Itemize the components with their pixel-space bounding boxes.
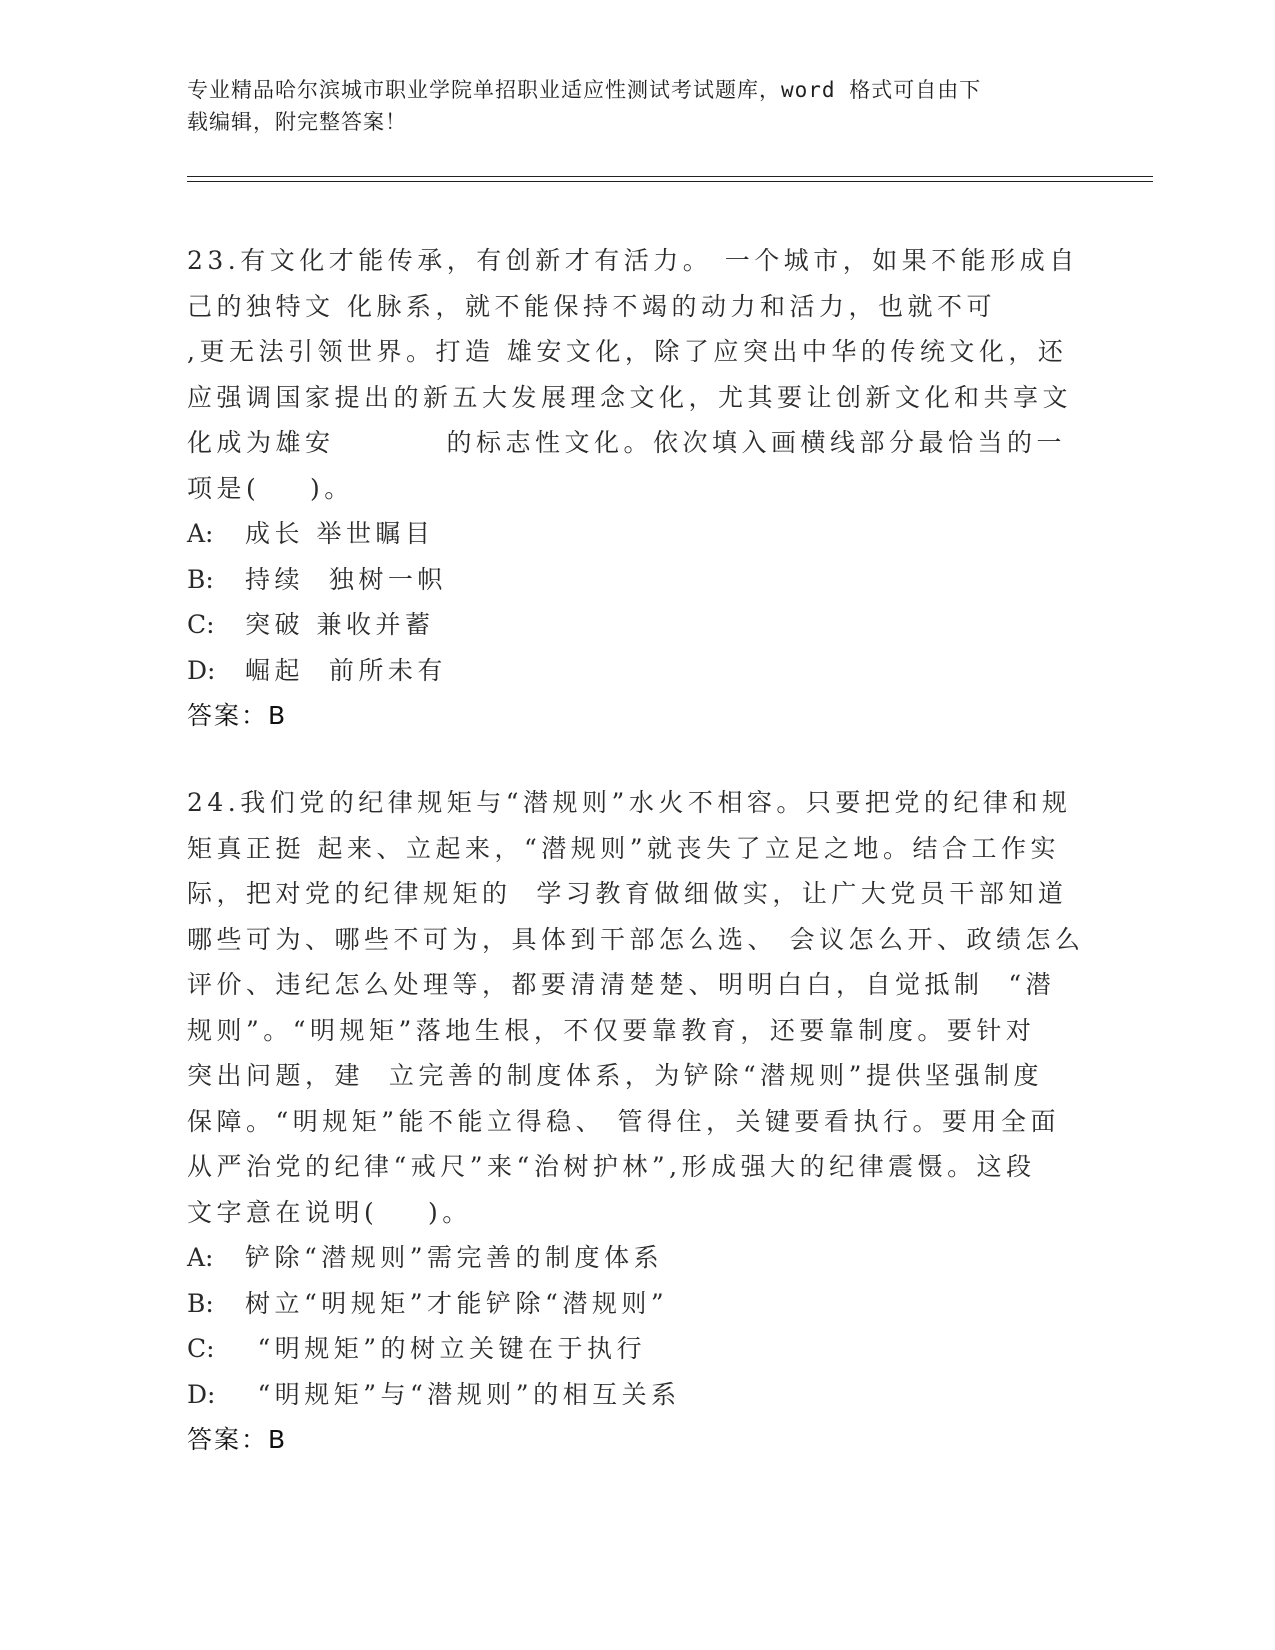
document-header (187, 74, 1067, 138)
option-text: 持续 独树一帜 (245, 564, 447, 594)
stem-line: 文字意在说明( )。 (187, 1197, 472, 1227)
stem-line: 评价、违纪怎么处理等，都要清清楚楚、明明白白，自觉抵制 “潜 (187, 970, 1056, 999)
option-text: “明规矩”与“潜规则”的相互关系 (245, 1379, 681, 1409)
header-divider-bottom (187, 181, 1153, 182)
option-letter: D: (187, 1379, 216, 1409)
option-letter: B: (187, 1288, 214, 1318)
option-d (187, 1372, 1077, 1418)
question-24 (187, 780, 1085, 1463)
stem-line: 际，把对党的纪律规矩的 学习教育做细做实，让广大党员干部知道 (187, 879, 1068, 908)
stem-line: 应强调国家提出的新五大发展理念文化，尤其要让创新文化和共享文 (187, 382, 1073, 412)
option-text: 崛起 前所未有 (245, 655, 447, 685)
header-line-1: 专业精品哈尔滨城市职业学院单招职业适应性测试考试题库，word 格式可自由下 (187, 78, 982, 102)
option-c (187, 1326, 1077, 1372)
stem-line: 保障。“明规矩”能不能立得稳、 管得住，关键要看执行。要用全面 (187, 1106, 1061, 1136)
stem-line: 项是( )。 (187, 473, 354, 503)
option-letter: C: (187, 1334, 215, 1363)
option-letter: A: (187, 1243, 214, 1272)
stem-line: 从严治党的纪律“戒尺”来“治树护林”,形成强大的纪律震慑。这段 (187, 1152, 1036, 1181)
option-text: 突破 兼收并蓄 (245, 610, 435, 639)
option-letter: B: (187, 564, 214, 594)
stem-line: 规则”。“明规矩”落地生根，不仅要靠教育，还要靠制度。要针对 (187, 1015, 1036, 1045)
option-b (187, 1281, 1077, 1327)
option-a (187, 511, 1077, 557)
option-d (187, 648, 1077, 694)
option-letter: A: (187, 519, 214, 548)
option-text: 成长 举世瞩目 (245, 519, 435, 548)
stem-line: ,更无法引领世界。打造 雄安文化，除了应突出中华的传统文化，还 (187, 337, 1068, 366)
question-23 (187, 238, 1077, 739)
stem-line: 己的独特文 化脉系，就不能保持不竭的动力和活力，也就不可 (187, 291, 996, 321)
answer-label: 答案：B (187, 701, 288, 730)
option-a (187, 1235, 1077, 1281)
stem-line: 矩真正挺 起来、立起来，“潜规则”就丧失了立足之地。结合工作实 (187, 833, 1061, 863)
option-text: 铲除“潜规则”需完善的制度体系 (245, 1243, 664, 1272)
answer-label: 答案：B (187, 1425, 288, 1454)
stem-line: 24.我们党的纪律规矩与“潜规则”水火不相容。只要把党的纪律和规 (187, 788, 1072, 817)
stem-line: 化成为雄安 的标志性文化。依次填入画横线部分最恰当的一 (187, 428, 1067, 457)
question-stem (187, 780, 1085, 1235)
header-line-2: 载编辑，附完整答案！ (187, 110, 407, 134)
option-text: 树立“明规矩”才能铲除“潜规则” (245, 1288, 669, 1318)
question-stem (187, 238, 1077, 511)
stem-line: 哪些可为、哪些不可为，具体到干部怎么选、 会议怎么开、政绩怎么 (187, 924, 1085, 954)
stem-line: 突出问题，建 立完善的制度体系，为铲除“潜规则”提供坚强制度 (187, 1061, 1043, 1090)
stem-line: 23.有文化才能传承，有创新才有活力。 一个城市，如果不能形成自 (187, 246, 1079, 275)
option-text: “明规矩”的树立关键在于执行 (245, 1334, 647, 1363)
header-divider-top (187, 176, 1153, 177)
option-c (187, 602, 1077, 648)
option-b (187, 557, 1077, 603)
option-letter: C: (187, 610, 215, 639)
option-letter: D: (187, 655, 216, 685)
